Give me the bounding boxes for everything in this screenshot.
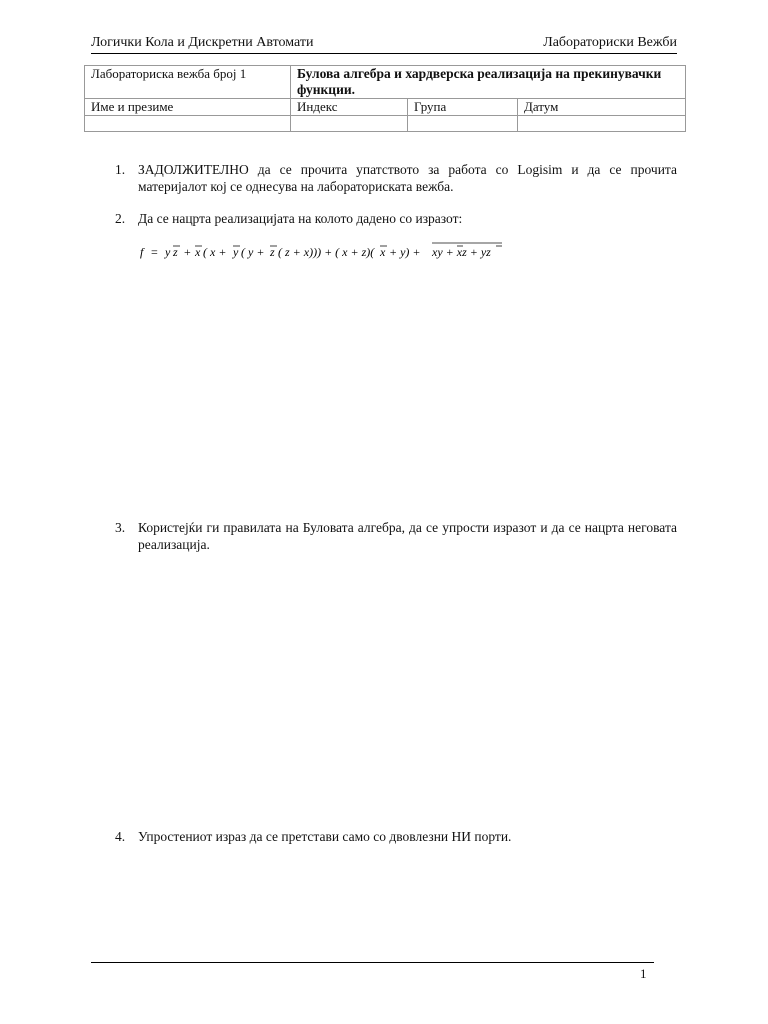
page-header <box>91 33 677 54</box>
column-index: Индекс <box>291 99 408 116</box>
task-4-text: Упростениот израз да се претстави само со двовлезни НИ порти. <box>138 829 512 844</box>
exercise-title-cell: Булова алгебра и хардверска реализација на прекинувачки функции. <box>291 66 686 99</box>
footer-rule <box>91 962 654 963</box>
task-4 <box>115 828 677 845</box>
formula-z1: z <box>173 245 178 259</box>
formula-seg4: ( x + <box>203 245 227 259</box>
group-input-cell[interactable] <box>408 116 518 132</box>
formula-seg10: + y) + <box>389 245 421 259</box>
formula-x2: x <box>380 245 386 259</box>
formula-y1: y <box>165 245 171 259</box>
formula-plus1: + <box>184 245 191 259</box>
formula-z2: z <box>270 245 275 259</box>
formula-seg8: ( z + x))) + ( x + z)( <box>278 245 375 259</box>
column-group: Група <box>408 99 518 116</box>
exercise-label-cell: Лабораториска вежба број 1 <box>85 66 291 99</box>
task-3-number: 3. <box>115 520 126 535</box>
index-input-cell[interactable] <box>291 116 408 132</box>
page-number: 1 <box>640 966 647 981</box>
task-1-text: ЗАДОЛЖИТЕЛНО да се прочита упатството за работа со Logisim и да се прочита материјалот кој се однесува на лабораториската вежба. <box>138 162 677 194</box>
boolean-expression <box>140 241 540 263</box>
formula-lhs: f <box>140 245 144 259</box>
task-3-text: Користејќи ги правилата на Буловата алгебра, да се упрости изразот и да се нацрта неговата реализација. <box>138 520 677 552</box>
formula-seg6: ( y + <box>241 245 265 259</box>
formula-x1: x <box>195 245 201 259</box>
task-4-number: 4. <box>115 829 126 844</box>
info-table <box>84 65 686 132</box>
task-2-number: 2. <box>115 211 126 226</box>
task-1-number: 1. <box>115 162 126 177</box>
formula-nand-term: xy + xz + yz <box>432 245 491 259</box>
task-3 <box>115 519 677 553</box>
header-course-title: Логички Кола и Дискретни Автомати <box>91 35 314 50</box>
task-2-text: Да се нацрта реализацијата на колото дадено со изразот: <box>138 211 463 226</box>
column-date: Датум <box>518 99 686 116</box>
header-section-title: Лабораториски Вежби <box>543 35 677 50</box>
formula-y2: y <box>233 245 239 259</box>
date-input-cell[interactable] <box>518 116 686 132</box>
name-input-cell[interactable] <box>85 116 291 132</box>
column-name: Име и презиме <box>85 99 291 116</box>
formula-eq: = <box>151 245 158 259</box>
task-1 <box>115 161 677 195</box>
task-2 <box>115 210 677 227</box>
